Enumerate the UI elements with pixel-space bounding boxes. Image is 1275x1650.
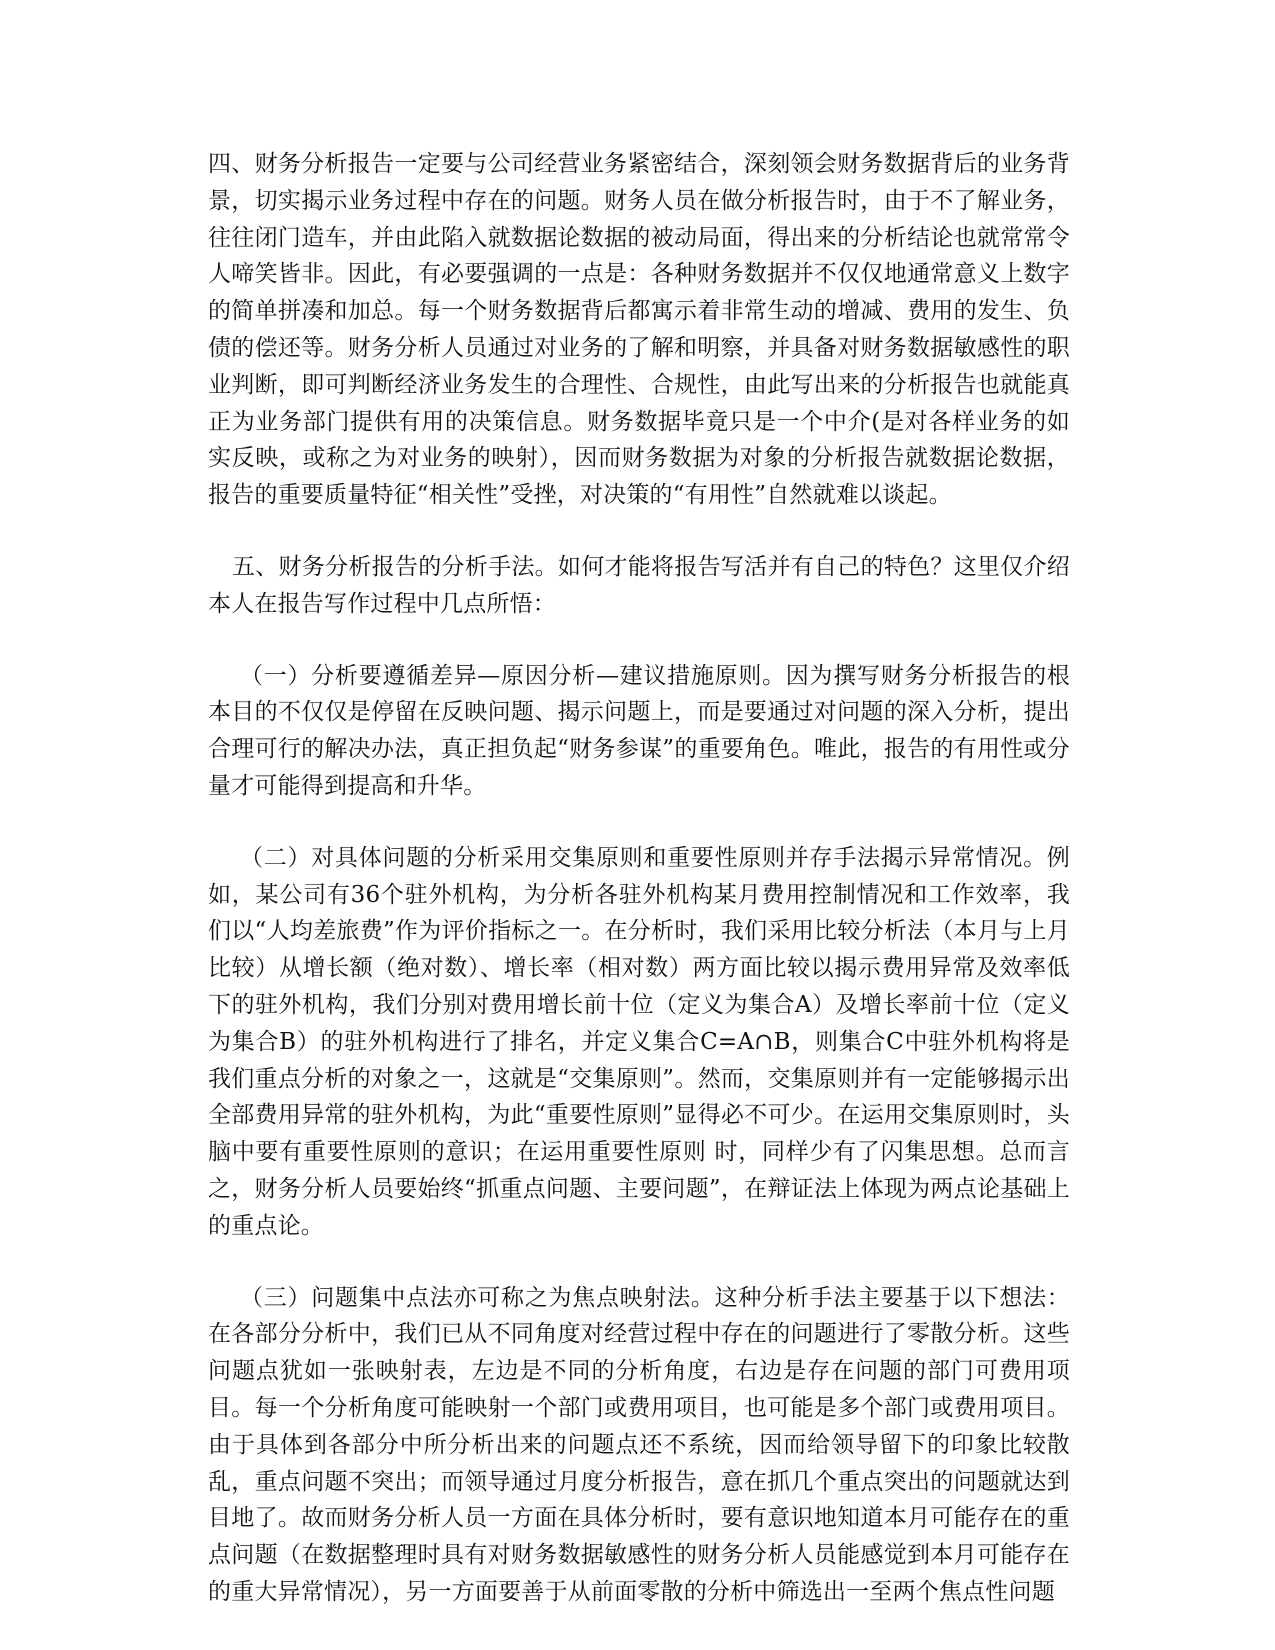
paragraph-subsection-three: （三）问题集中点法亦可称之为焦点映射法。这种分析手法主要基于以下想法：在各部分分析中，我们已从不同角度对经营过程中存在的问题进行了零散分析。这些问题点犹如一张映射表，左边是不同的分析角度，右边是存在问题的部门可费用项目。每一个分析角度可能映射一个部门或费用项目，也可能是多个部门或费用项目。由于具体到各部分中所分析出来的问题点还不系统，因而给领导留下的印象比较散乱，重点问题不突出；而领导通过月度分析报告，意在抓几个重点突出的问题就达到目地了。故而财务分析人员一方面在具体分析时，要有意识地知道本月可能存在的重点问题（在数据整理时具有对财务数据敏感性的财务分析人员能感觉到本月可能存在的重大异常情况），另一方面要善于从前面零散的分析中筛选出一至两个焦点性问题 — [208, 1284, 1070, 1605]
document-body — [208, 146, 1070, 1611]
paragraph-subsection-two: （二）对具体问题的分析采用交集原则和重要性原则并存手法揭示异常情况。例如，某公司有36个驻外机构，为分析各驻外机构某月费用控制情况和工作效率，我们以“人均差旅费”作为评价指标之一。在分析时，我们采用比较分析法（本月与上月比较）从增长额（绝对数）、增长率（相对数）两方面比较以揭示费用异常及效率低下的驻外机构，我们分别对费用增长前十位（定义为集合A）及增长率前十位（定义为集合B）的驻外机构进行了排名，并定义集合C=A∩B，则集合C中驻外机构将是我们重点分析的对象之一，这就是“交集原则”。然而，交集原则并有一定能够揭示出全部费用异常的驻外机构，为此“重要性原则”显得必不可少。在运用交集原则时，头脑中要有重要性原则的意识；在运用重要性原则 时，同样少有了闪集思想。总而言之，财务分析人员要始终“抓重点问题、主要问题”，在辩证法上体现为两点论基础上的重点论。 — [208, 844, 1070, 1239]
paragraph-section-five: 五、财务分析报告的分析手法。如何才能将报告写活并有自己的特色？这里仅介绍本人在报告写作过程中几点所悟： — [208, 553, 1070, 617]
paragraph-section-four: 四、财务分析报告一定要与公司经营业务紧密结合，深刻领会财务数据背后的业务背景，切实揭示业务过程中存在的问题。财务人员在做分析报告时，由于不了解业务，往往闭门造车，并由此陷入就数据论数据的被动局面，得出来的分析结论也就常常令人啼笑皆非。因此，有必要强调的一点是：各种财务数据并不仅仅地通常意义上数字的简单拼凑和加总。每一个财务数据背后都寓示着非常生动的增减、费用的发生、负债的偿还等。财务分析人员通过对业务的了解和明察，并具备对财务数据敏感性的职业判断，即可判断经济业务发生的合理性、合规性，由此写出来的分析报告也就能真正为业务部门提供有用的决策信息。财务数据毕竟只是一个中介(是对各样业务的如实反映，或称之为对业务的映射），因而财务数据为对象的分析报告就数据论数据，报告的重要质量特征“相关性”受挫，对决策的“有用性”自然就难以谈起。 — [208, 151, 1070, 509]
paragraph-subsection-one: （一）分析要遵循差异—原因分析—建议措施原则。因为撰写财务分析报告的根本目的不仅仅是停留在反映问题、揭示问题上，而是要通过对问题的深入分析，提出合理可行的解决办法，真正担负起“财务参谋”的重要角色。唯此，报告的有用性或分量才可能得到提高和升华。 — [208, 662, 1070, 799]
